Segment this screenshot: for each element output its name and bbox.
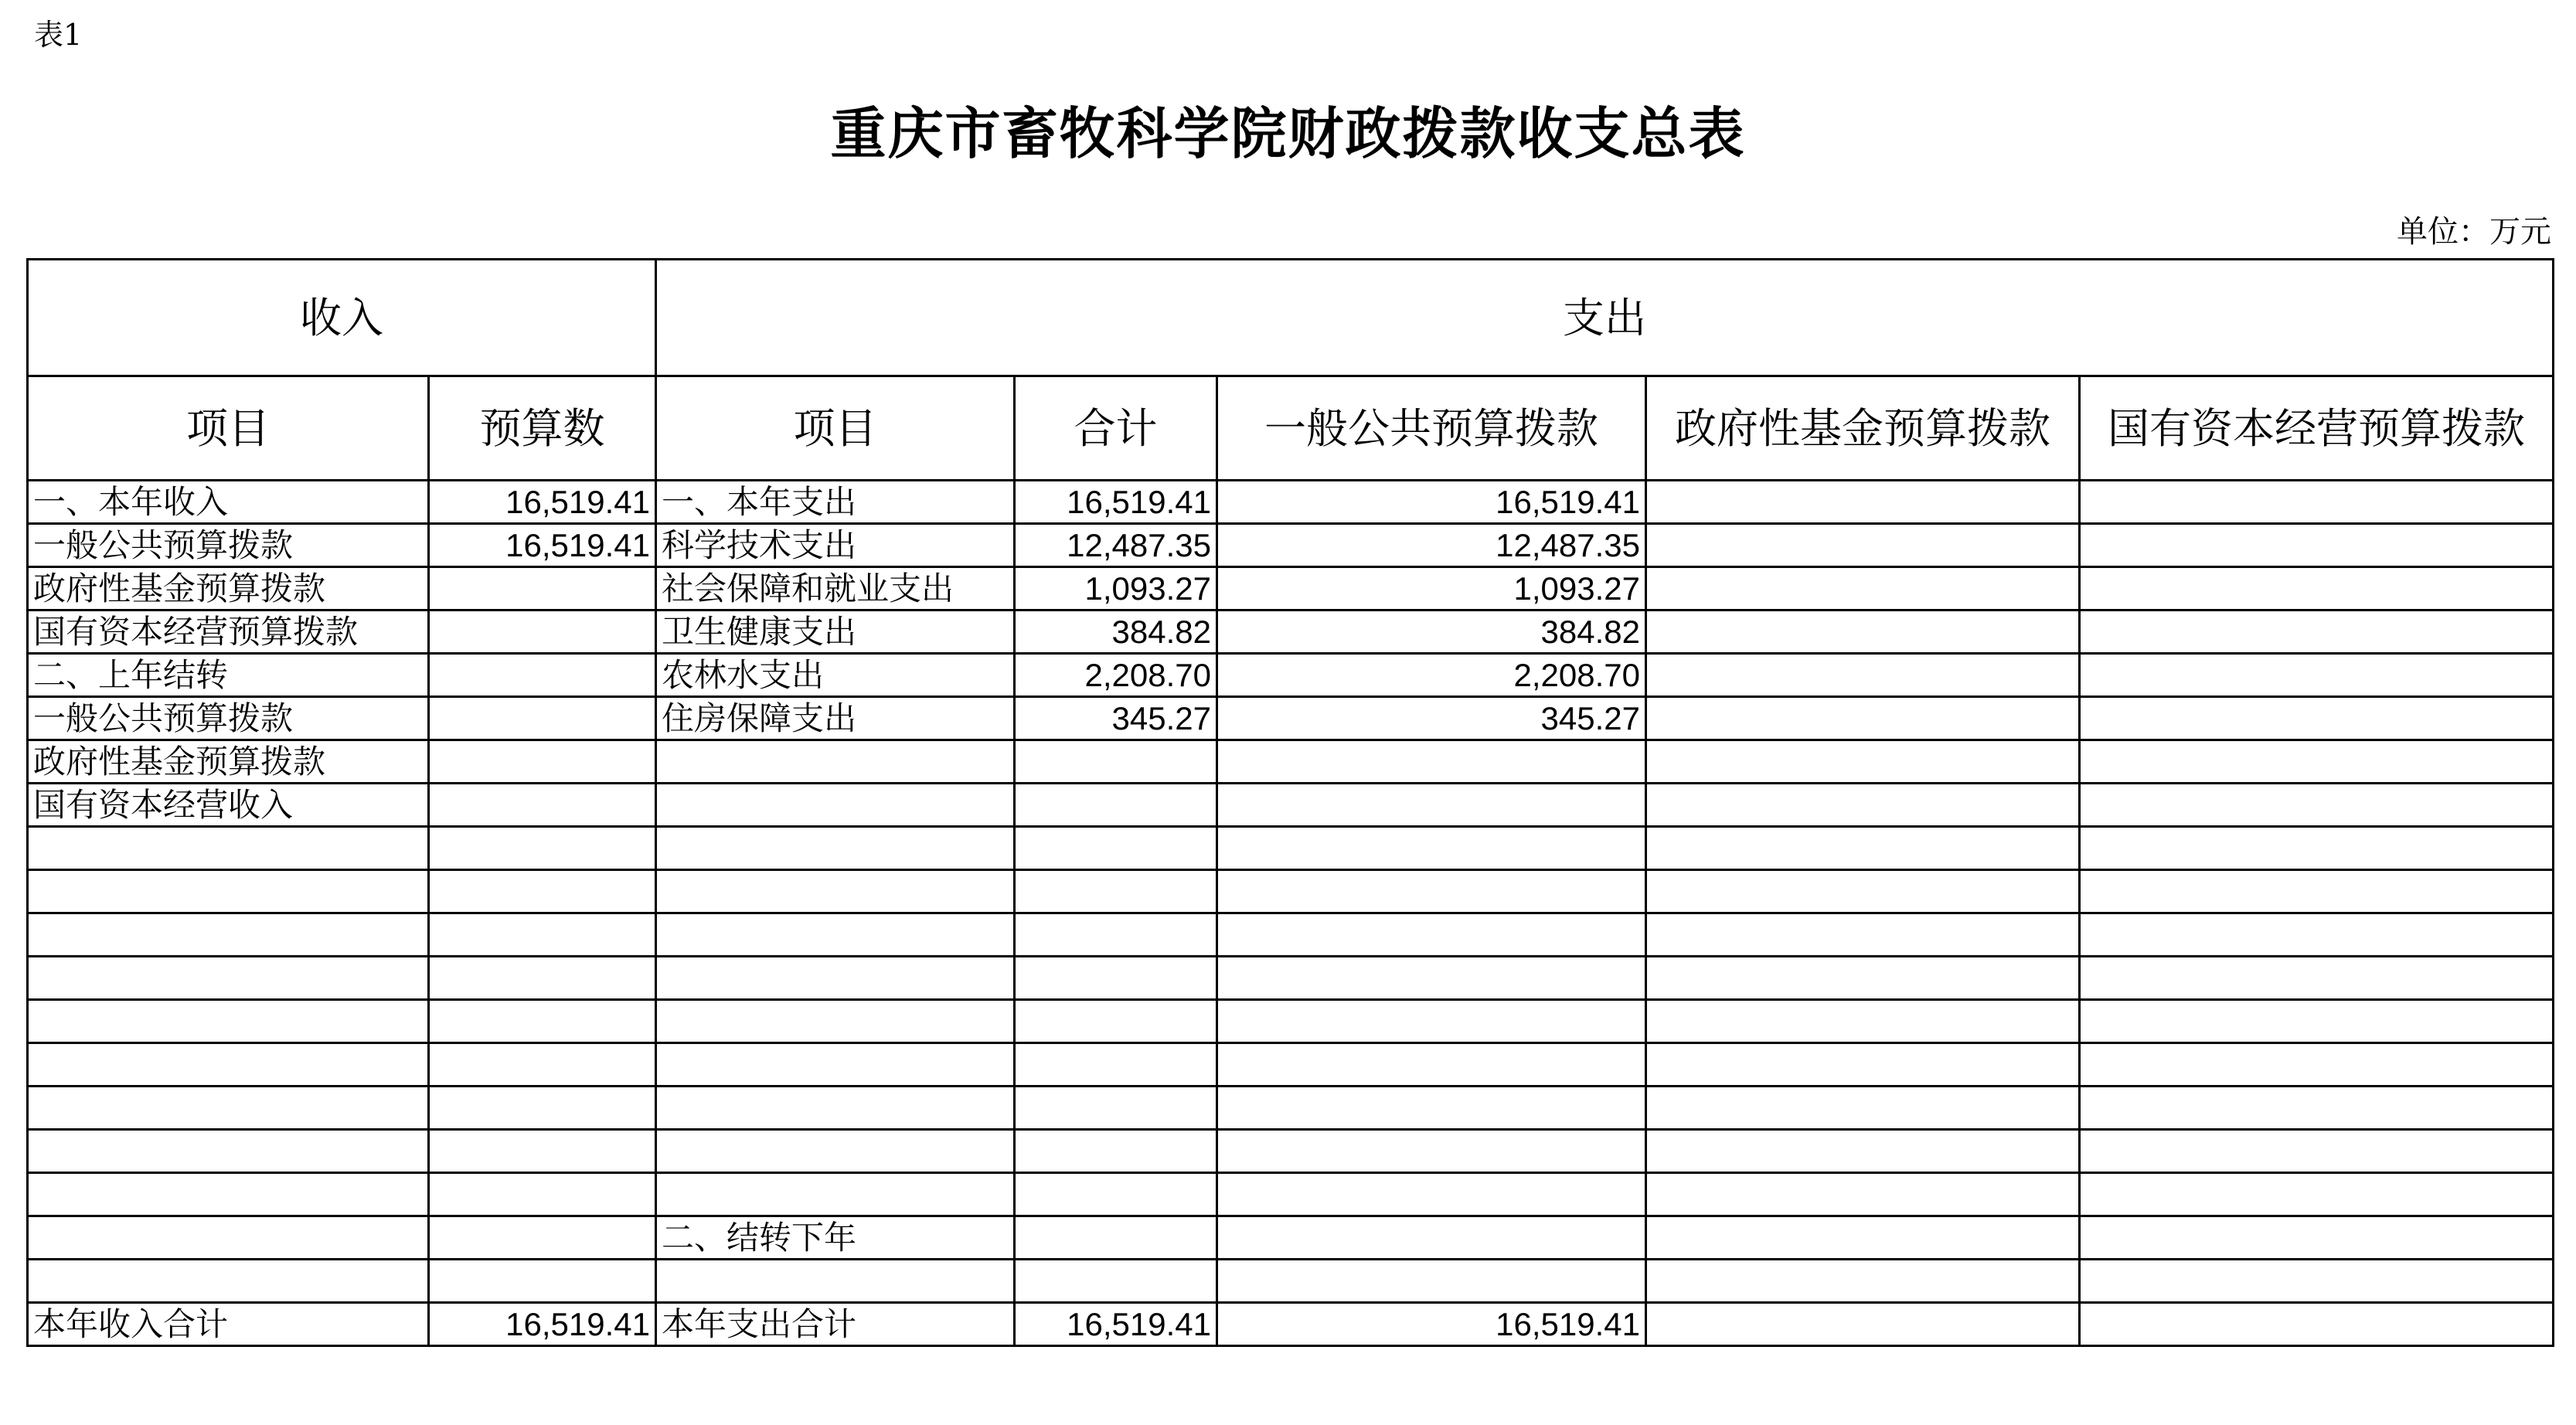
income-item-cell <box>28 1087 429 1130</box>
income-item-cell: 国有资本经营收入 <box>28 784 429 827</box>
income-item-cell: 一般公共预算拨款 <box>28 524 429 567</box>
column-header-income-budget: 预算数 <box>429 376 656 481</box>
total-cell: 2,208.70 <box>1015 654 1217 697</box>
general-public-budget-cell <box>1217 1043 1646 1087</box>
table-row <box>28 1043 2554 1087</box>
table-row <box>28 481 2554 524</box>
income-item-cell <box>28 1173 429 1216</box>
general-public-budget-cell <box>1217 1173 1646 1216</box>
government-fund-budget-cell <box>1646 740 2080 784</box>
expenditure-item-cell <box>656 957 1015 1000</box>
expenditure-item-cell: 一、本年支出 <box>656 481 1015 524</box>
state-capital-budget-cell <box>2080 913 2554 957</box>
general-public-budget-cell: 1,093.27 <box>1217 567 1646 610</box>
income-budget-cell: 16,519.41 <box>429 524 656 567</box>
table-row <box>28 1087 2554 1130</box>
government-fund-budget-cell <box>1646 1173 2080 1216</box>
government-fund-budget-cell <box>1646 567 2080 610</box>
income-item-cell: 政府性基金预算拨款 <box>28 567 429 610</box>
expenditure-item-cell: 本年支出合计 <box>656 1303 1015 1346</box>
state-capital-budget-cell <box>2080 957 2554 1000</box>
income-budget-cell <box>429 740 656 784</box>
government-fund-budget-cell <box>1646 870 2080 913</box>
government-fund-budget-cell <box>1646 1216 2080 1260</box>
expenditure-item-cell: 社会保障和就业支出 <box>656 567 1015 610</box>
general-public-budget-cell <box>1217 1216 1646 1260</box>
income-budget-cell <box>429 1087 656 1130</box>
income-item-cell: 一般公共预算拨款 <box>28 697 429 740</box>
state-capital-budget-cell <box>2080 610 2554 654</box>
expenditure-item-cell <box>656 827 1015 870</box>
government-fund-budget-cell <box>1646 1130 2080 1173</box>
expenditure-item-cell <box>656 870 1015 913</box>
state-capital-budget-cell <box>2080 1173 2554 1216</box>
income-item-cell <box>28 1000 429 1043</box>
general-public-budget-cell: 2,208.70 <box>1217 654 1646 697</box>
income-budget-cell <box>429 1260 656 1303</box>
expenditure-item-cell <box>656 1000 1015 1043</box>
total-cell <box>1015 1216 1217 1260</box>
total-cell <box>1015 740 1217 784</box>
income-budget-cell <box>429 1130 656 1173</box>
total-cell <box>1015 1000 1217 1043</box>
general-public-budget-cell: 16,519.41 <box>1217 481 1646 524</box>
general-public-budget-cell <box>1217 784 1646 827</box>
state-capital-budget-cell <box>2080 1303 2554 1346</box>
income-budget-cell: 16,519.41 <box>429 481 656 524</box>
state-capital-budget-cell <box>2080 1043 2554 1087</box>
government-fund-budget-cell <box>1646 481 2080 524</box>
expenditure-item-cell <box>656 1043 1015 1087</box>
expenditure-item-cell: 农林水支出 <box>656 654 1015 697</box>
income-budget-cell <box>429 610 656 654</box>
expenditure-section-header: 支出 <box>656 260 2554 376</box>
general-public-budget-cell <box>1217 827 1646 870</box>
income-item-cell: 二、上年结转 <box>28 654 429 697</box>
state-capital-budget-cell <box>2080 1260 2554 1303</box>
expenditure-item-cell <box>656 1260 1015 1303</box>
total-cell: 12,487.35 <box>1015 524 1217 567</box>
income-item-cell: 政府性基金预算拨款 <box>28 740 429 784</box>
expenditure-item-cell <box>656 740 1015 784</box>
general-public-budget-cell: 16,519.41 <box>1217 1303 1646 1346</box>
income-item-cell <box>28 957 429 1000</box>
government-fund-budget-cell <box>1646 1043 2080 1087</box>
column-header-state-capital-budget: 国有资本经营预算拨款 <box>2080 376 2554 481</box>
table-row <box>28 1130 2554 1173</box>
table-row <box>28 1260 2554 1303</box>
total-cell <box>1015 913 1217 957</box>
expenditure-item-cell: 二、结转下年 <box>656 1216 1015 1260</box>
budget-summary-table <box>26 258 2554 1347</box>
government-fund-budget-cell <box>1646 610 2080 654</box>
state-capital-budget-cell <box>2080 567 2554 610</box>
income-item-cell: 本年收入合计 <box>28 1303 429 1346</box>
state-capital-budget-cell <box>2080 1130 2554 1173</box>
general-public-budget-cell <box>1217 870 1646 913</box>
table-row <box>28 827 2554 870</box>
total-cell <box>1015 784 1217 827</box>
total-cell <box>1015 1043 1217 1087</box>
column-header-general-public-budget: 一般公共预算拨款 <box>1217 376 1646 481</box>
table-row <box>28 654 2554 697</box>
expenditure-item-cell <box>656 784 1015 827</box>
government-fund-budget-cell <box>1646 1260 2080 1303</box>
state-capital-budget-cell <box>2080 784 2554 827</box>
column-header-government-fund-budget: 政府性基金预算拨款 <box>1646 376 2080 481</box>
table-row <box>28 913 2554 957</box>
state-capital-budget-cell <box>2080 740 2554 784</box>
income-budget-cell <box>429 1173 656 1216</box>
total-cell: 16,519.41 <box>1015 481 1217 524</box>
income-budget-cell <box>429 784 656 827</box>
column-header-income-item: 项目 <box>28 376 429 481</box>
income-item-cell: 国有资本经营预算拨款 <box>28 610 429 654</box>
state-capital-budget-cell <box>2080 481 2554 524</box>
general-public-budget-cell: 12,487.35 <box>1217 524 1646 567</box>
table-row <box>28 740 2554 784</box>
income-item-cell <box>28 827 429 870</box>
income-item-cell <box>28 1130 429 1173</box>
income-budget-cell: 16,519.41 <box>429 1303 656 1346</box>
general-public-budget-cell <box>1217 740 1646 784</box>
income-budget-cell <box>429 913 656 957</box>
income-item-cell <box>28 1043 429 1087</box>
income-budget-cell <box>429 827 656 870</box>
government-fund-budget-cell <box>1646 827 2080 870</box>
government-fund-budget-cell <box>1646 1303 2080 1346</box>
income-section-header: 收入 <box>28 260 656 376</box>
income-item-cell <box>28 913 429 957</box>
government-fund-budget-cell <box>1646 654 2080 697</box>
income-item-cell: 一、本年收入 <box>28 481 429 524</box>
expenditure-item-cell <box>656 913 1015 957</box>
total-cell <box>1015 870 1217 913</box>
general-public-budget-cell: 345.27 <box>1217 697 1646 740</box>
state-capital-budget-cell <box>2080 1087 2554 1130</box>
income-budget-cell <box>429 567 656 610</box>
table-row <box>28 524 2554 567</box>
expenditure-item-cell <box>656 1173 1015 1216</box>
total-cell <box>1015 1173 1217 1216</box>
total-cell <box>1015 1087 1217 1130</box>
income-budget-cell <box>429 957 656 1000</box>
total-cell <box>1015 957 1217 1000</box>
total-cell: 1,093.27 <box>1015 567 1217 610</box>
table-row <box>28 1000 2554 1043</box>
general-public-budget-cell <box>1217 1130 1646 1173</box>
state-capital-budget-cell <box>2080 654 2554 697</box>
expenditure-item-cell: 科学技术支出 <box>656 524 1015 567</box>
expenditure-item-cell: 住房保障支出 <box>656 697 1015 740</box>
total-cell <box>1015 1260 1217 1303</box>
income-item-cell <box>28 1216 429 1260</box>
table-row <box>28 567 2554 610</box>
general-public-budget-cell: 384.82 <box>1217 610 1646 654</box>
government-fund-budget-cell <box>1646 957 2080 1000</box>
general-public-budget-cell <box>1217 957 1646 1000</box>
state-capital-budget-cell <box>2080 1000 2554 1043</box>
total-cell <box>1015 1130 1217 1173</box>
government-fund-budget-cell <box>1646 524 2080 567</box>
table-row <box>28 610 2554 654</box>
general-public-budget-cell <box>1217 1260 1646 1303</box>
unit-label: 单位：万元 <box>2397 214 2551 250</box>
income-budget-cell <box>429 1043 656 1087</box>
expenditure-item-cell <box>656 1130 1015 1173</box>
table-row <box>28 1173 2554 1216</box>
income-budget-cell <box>429 1000 656 1043</box>
state-capital-budget-cell <box>2080 1216 2554 1260</box>
general-public-budget-cell <box>1217 1000 1646 1043</box>
income-item-cell <box>28 870 429 913</box>
income-budget-cell <box>429 1216 656 1260</box>
section-header-row <box>28 260 2554 376</box>
income-budget-cell <box>429 654 656 697</box>
income-budget-cell <box>429 697 656 740</box>
total-cell: 345.27 <box>1015 697 1217 740</box>
table-row <box>28 697 2554 740</box>
page-title: 重庆市畜牧科学院财政拨款收支总表 <box>830 100 1746 166</box>
expenditure-item-cell <box>656 1087 1015 1130</box>
column-header-expenditure-item: 项目 <box>656 376 1015 481</box>
state-capital-budget-cell <box>2080 524 2554 567</box>
general-public-budget-cell <box>1217 913 1646 957</box>
general-public-budget-cell <box>1217 1087 1646 1130</box>
state-capital-budget-cell <box>2080 870 2554 913</box>
government-fund-budget-cell <box>1646 697 2080 740</box>
table-row <box>28 784 2554 827</box>
table-row <box>28 1303 2554 1346</box>
income-budget-cell <box>429 870 656 913</box>
column-header-row <box>28 376 2554 481</box>
government-fund-budget-cell <box>1646 1000 2080 1043</box>
table-row <box>28 1216 2554 1260</box>
government-fund-budget-cell <box>1646 1087 2080 1130</box>
total-cell: 16,519.41 <box>1015 1303 1217 1346</box>
column-header-total: 合计 <box>1015 376 1217 481</box>
government-fund-budget-cell <box>1646 784 2080 827</box>
income-item-cell <box>28 1260 429 1303</box>
table-label: 表1 <box>34 18 83 52</box>
table-row <box>28 870 2554 913</box>
table-row <box>28 957 2554 1000</box>
state-capital-budget-cell <box>2080 827 2554 870</box>
total-cell: 384.82 <box>1015 610 1217 654</box>
expenditure-item-cell: 卫生健康支出 <box>656 610 1015 654</box>
total-cell <box>1015 827 1217 870</box>
state-capital-budget-cell <box>2080 697 2554 740</box>
government-fund-budget-cell <box>1646 913 2080 957</box>
